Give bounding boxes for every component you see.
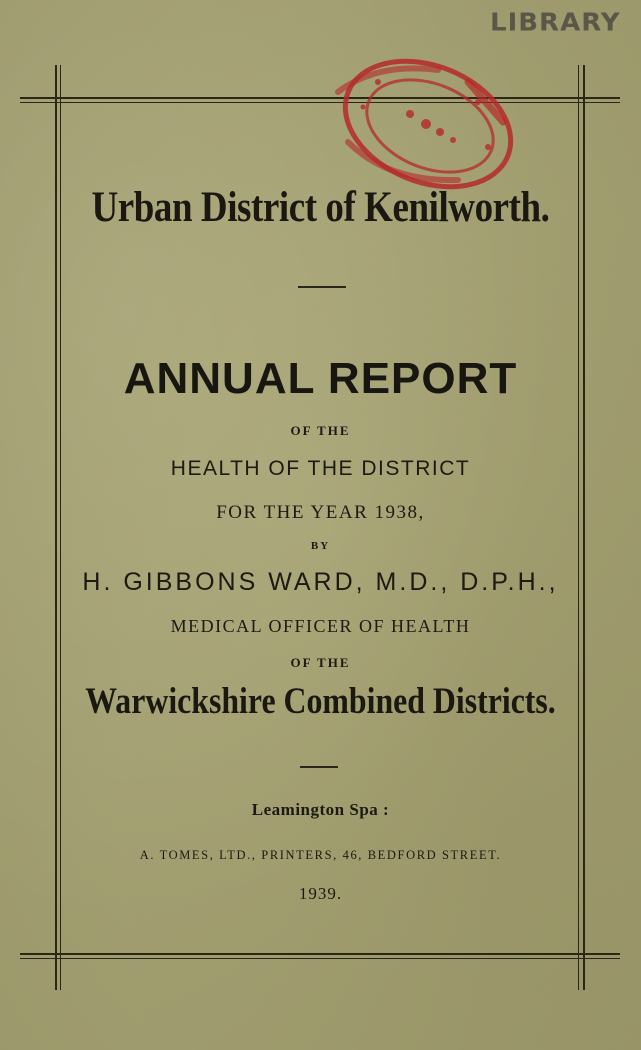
report-heading: ANNUAL REPORT (123, 354, 518, 403)
district-title: Urban District of Kenilworth. (91, 184, 550, 231)
author-position: MEDICAL OFFICER OF HEALTH (170, 616, 471, 636)
imprint-place: Leamington Spa : (251, 800, 390, 819)
imprint-divider (300, 766, 338, 768)
library-stamp: LIBRARY (490, 8, 621, 38)
bottom-border-inner (20, 958, 620, 959)
report-period: FOR THE YEAR 1938, (216, 502, 425, 523)
imprint-printer: A. TOMES, LTD., PRINTERS, 46, BEDFORD STREET. (139, 848, 502, 862)
title-divider (298, 286, 346, 288)
bottom-border-outer (20, 953, 620, 955)
author-name: H. GIBBONS WARD, M.D., D.P.H., (82, 568, 559, 596)
of-the-line-2: OF THE (290, 655, 351, 670)
authority-name: Warwickshire Combined Districts. (85, 681, 556, 722)
by-line: BY (310, 540, 331, 552)
of-the-line-1: OF THE (290, 423, 351, 438)
report-subject: HEALTH OF THE DISTRICT (170, 457, 471, 480)
health-department-seal (318, 52, 518, 192)
imprint-year: 1939. (298, 884, 343, 903)
